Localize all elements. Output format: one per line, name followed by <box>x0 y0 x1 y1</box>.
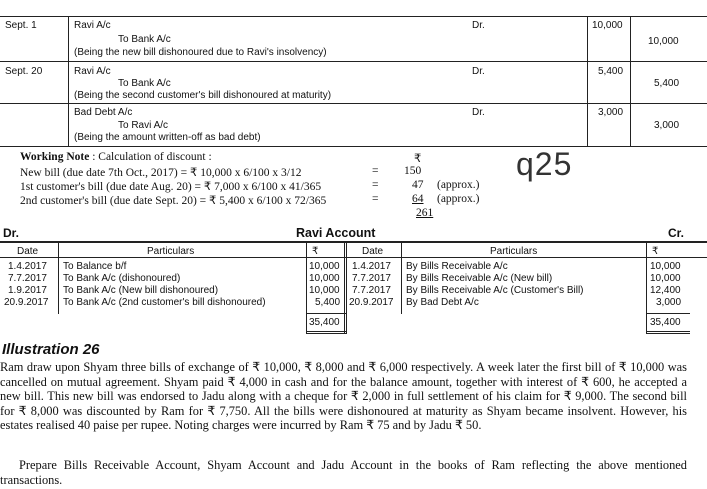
working-note-line: 1st customer's bill (due date Aug. 20) = ₹ 7,000 x 6/100 x 41/365 <box>20 181 322 193</box>
ledger-credit-particulars: By Bills Receivable A/c (Customer's Bill) <box>406 285 584 296</box>
ledger-header-date: Date <box>17 246 39 257</box>
ledger-debit-date: 1.9.2017 <box>8 285 47 296</box>
illustration-instruction: Prepare Bills Receivable Account, Shyam Account and Jadu Account in the books of Ram reflecting the above mentioned transactions. <box>0 458 687 487</box>
working-note-title: Working Note <box>20 151 90 163</box>
ledger-debit-particulars: To Balance b/f <box>63 261 127 272</box>
ledger-dr-label: Dr. <box>3 226 20 240</box>
illustration-paragraph: Ram draw upon Shyam three bills of exchange of ₹ 10,000, ₹ 8,000 and ₹ 6,000 respectively. A week later the first bill of ₹ 10,000 was cancelled on mutual agreement. Shyam paid ₹ 4,000 in cash and for the balance amount, together with interest of ₹ 600, he accepted a new bill. This new bill was endorsed to Jadu along with a cheque for ₹ 2,000 in full settlement of his claim for ₹ 9,000. The second bill for ₹ 8,000 was discounted by Ram for ₹ 7,750. All the bills were dishonoured at maturity as Shyam became insolvent. However, his estates realised 40 paise per rupee. Noting charges were incurred by Ram ₹ 75 and by Jadu ₹ 50. <box>0 360 687 433</box>
working-note-title-rest: : Calculation of discount : <box>92 151 212 163</box>
journal-credit-account: To Bank A/c <box>118 78 171 89</box>
working-note-total: 261 <box>416 207 434 219</box>
working-note-line: 2nd customer's bill (due date Sept. 20) = ₹ 5,400 x 6/100 x 72/365 <box>20 195 327 207</box>
ledger-debit-particulars: To Bank A/c (2nd customer's bill dishonoured) <box>63 297 266 308</box>
journal-narration: (Being the second customer's bill dishonoured at maturity) <box>74 90 332 101</box>
ledger-debit-total: 35,400 <box>309 317 340 328</box>
working-note-approx: (approx.) <box>437 179 480 191</box>
ledger-debit-amount: 5,400 <box>315 297 341 308</box>
ledger-header-particulars: Particulars <box>147 246 195 257</box>
working-note-equals: = <box>372 193 379 205</box>
working-note-value: 150 <box>404 165 422 177</box>
journal-credit-account: To Ravi A/c <box>118 120 169 131</box>
ledger-debit-amount: 10,000 <box>309 273 340 284</box>
journal-debit-amount: 10,000 <box>592 20 623 31</box>
ledger-credit-date: 1.4.2017 <box>352 261 391 272</box>
ledger-credit-particulars: By Bills Receivable A/c (New bill) <box>406 273 553 284</box>
working-note-approx: (approx.) <box>437 193 480 205</box>
ledger-credit-particulars: By Bills Receivable A/c <box>406 261 508 272</box>
ledger-credit-amount: 10,000 <box>650 273 681 284</box>
ledger-debit-amount: 10,000 <box>309 285 340 296</box>
working-note-equals: = <box>372 165 379 177</box>
journal-debit-amount: 3,000 <box>598 107 624 118</box>
ledger-debit-date: 7.7.2017 <box>8 273 47 284</box>
handwritten-tag: q25 <box>516 146 573 182</box>
ledger-credit-date: 20.9.2017 <box>349 297 394 308</box>
journal-date: Sept. 1 <box>5 20 37 31</box>
journal-credit-amount: 3,000 <box>654 120 680 131</box>
ledger-credit-amount: 10,000 <box>650 261 681 272</box>
ledger-header-amount: ₹ <box>312 246 319 257</box>
journal-credit-amount: 5,400 <box>654 78 680 89</box>
journal-dr-label: Dr. <box>472 66 485 77</box>
ledger-credit-total: 35,400 <box>650 317 681 328</box>
ledger-credit-date: 7.7.2017 <box>352 285 391 296</box>
ledger-header-particulars: Particulars <box>490 246 538 257</box>
ledger-header-amount: ₹ <box>652 246 659 257</box>
illustration-title: Illustration 26 <box>2 341 100 358</box>
ledger-credit-particulars: By Bad Debt A/c <box>406 297 479 308</box>
ledger-debit-amount: 10,000 <box>309 261 340 272</box>
ledger-debit-date: 20.9.2017 <box>4 297 49 308</box>
working-note-heading <box>20 151 212 163</box>
journal-narration: (Being the amount written-off as bad debt) <box>74 132 261 143</box>
ledger-debit-particulars: To Bank A/c (dishonoured) <box>63 273 181 284</box>
journal-date: Sept. 20 <box>5 66 43 77</box>
working-note-line: New bill (due date 7th Oct., 2017) = ₹ 10,000 x 6/100 x 3/12 <box>20 167 302 179</box>
ledger-debit-particulars: To Bank A/c (New bill dishonoured) <box>63 285 219 296</box>
journal-dr-label: Dr. <box>472 20 485 31</box>
journal-debit-account: Ravi A/c <box>74 20 111 31</box>
working-note-equals: = <box>372 179 379 191</box>
ledger-debit-date: 1.4.2017 <box>8 261 47 272</box>
journal-credit-account: To Bank A/c <box>118 34 171 45</box>
ledger-header-date: Date <box>362 246 384 257</box>
journal-debit-account: Bad Debt A/c <box>74 107 133 118</box>
journal-debit-account: Ravi A/c <box>74 66 111 77</box>
ledger-title: Ravi Account <box>296 226 376 240</box>
working-note-value: 47 <box>412 179 424 191</box>
ledger-credit-amount: 12,400 <box>650 285 681 296</box>
journal-dr-label: Dr. <box>472 107 485 118</box>
journal-debit-amount: 5,400 <box>598 66 624 77</box>
ledger-credit-date: 7.7.2017 <box>352 273 391 284</box>
journal-credit-amount: 10,000 <box>648 36 679 47</box>
working-note-currency: ₹ <box>414 153 422 165</box>
journal-narration: (Being the new bill dishonoured due to Ravi's insolvency) <box>74 47 327 58</box>
working-note-value: 64 <box>412 193 424 205</box>
ledger-cr-label: Cr. <box>668 226 685 240</box>
ledger-credit-amount: 3,000 <box>656 297 682 308</box>
